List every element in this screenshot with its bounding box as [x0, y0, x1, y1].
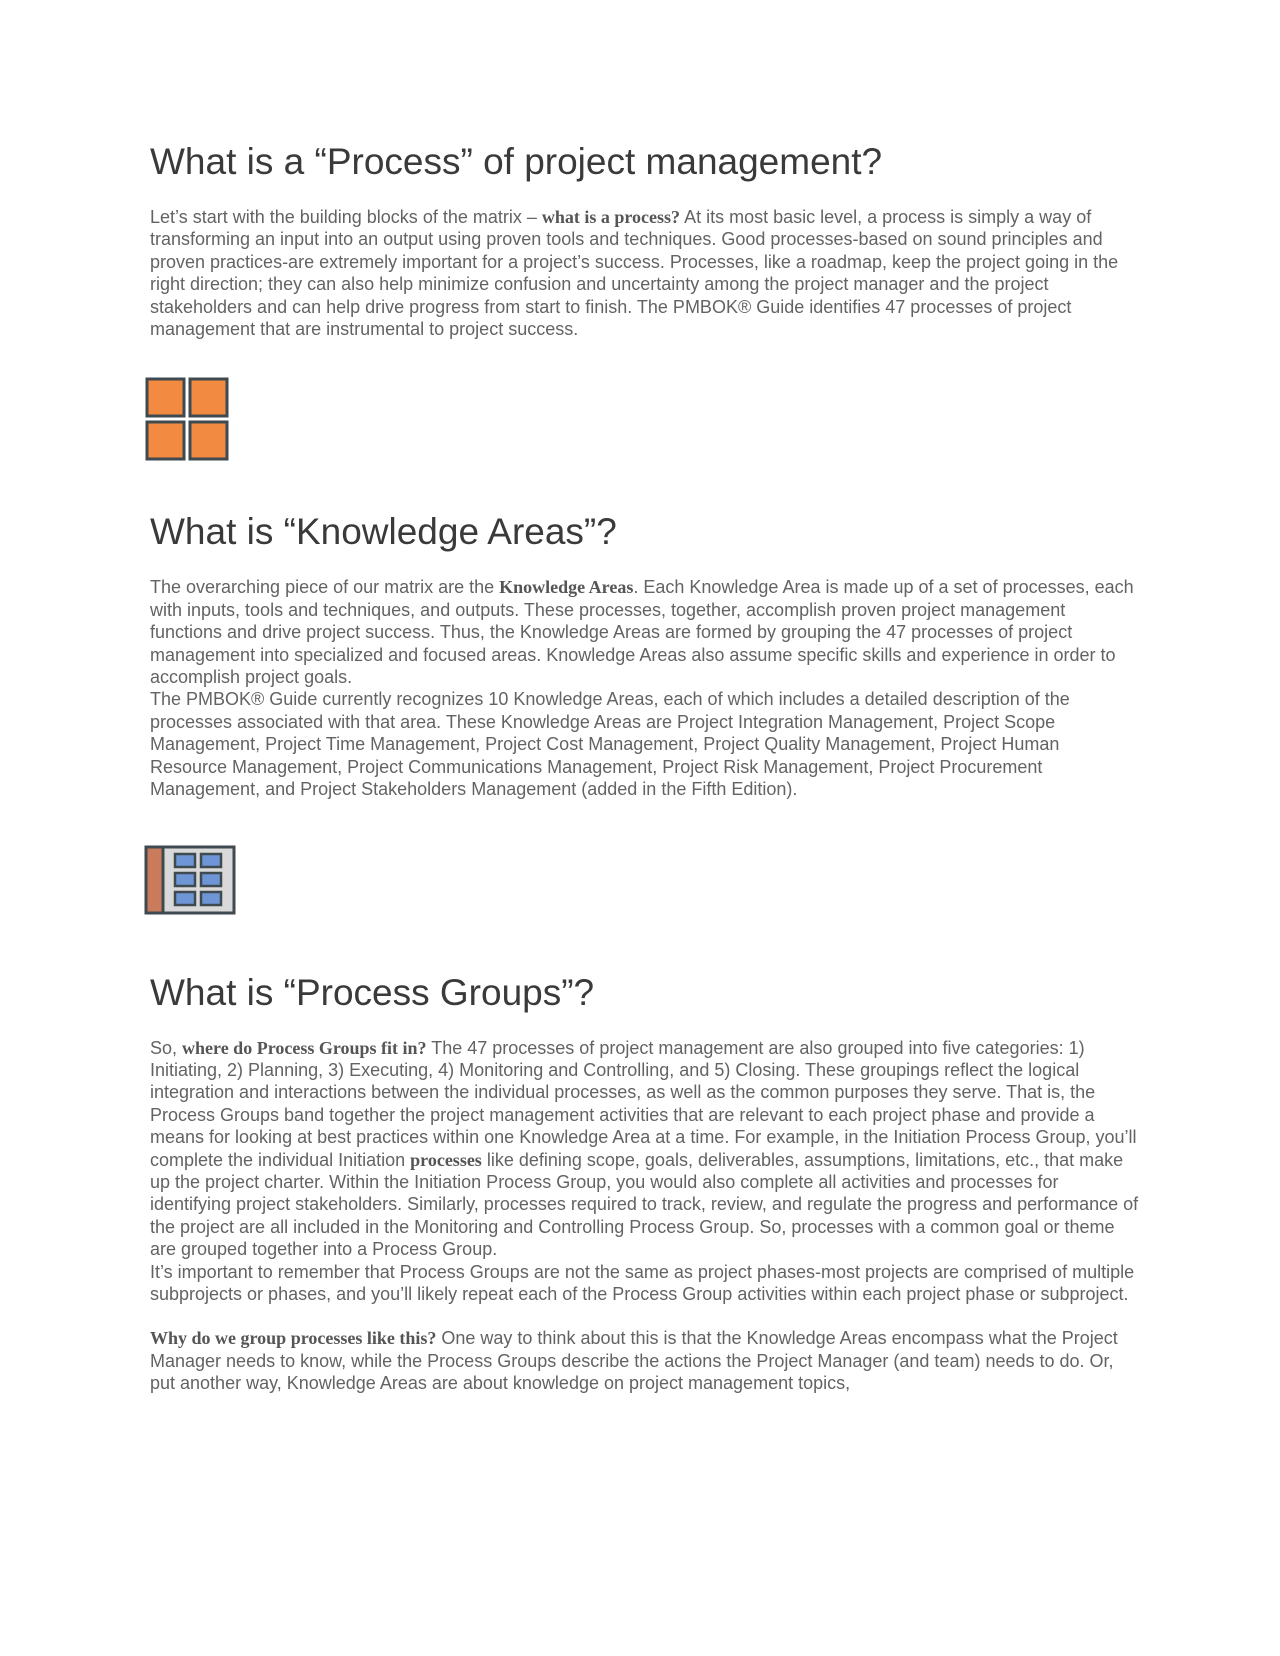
paragraph-spacer [150, 1305, 1140, 1327]
text-run: One way to think about this is that the Knowledge Areas encompass what the Project Manager needs to know, while the Process Groups describe the actions the Project Manager (and team) needs to do. Or, put another way, Knowledge Areas are about knowledge on project management topics, [150, 1328, 1118, 1394]
paragraph-process-groups-3 [150, 1327, 1140, 1394]
paragraph-knowledge-areas-1 [150, 576, 1140, 688]
heading-knowledge-areas: What is “Knowledge Areas”? [150, 511, 617, 553]
heading-process: What is a “Process” of project management? [150, 141, 883, 182]
text-run: The 47 processes of project management are also grouped into five categories: 1) Initiating, 2) Planning, 3) Executing, 4) Monitoring and Controlling, and 5) Closing. These groupings reflect the logical integration and interactions between the individual processes, as well as the common purposes they serve. That is, the Process Groups band together the project management activities that are relevant to each project phase and provide a means for looking at best practices within one Knowledge Area at a time. For example, in the Initiation Process Group, you’ll complete the individual Initiation [150, 1037, 1137, 1170]
text-run: So, [150, 1037, 183, 1058]
paragraph-knowledge-areas-2: The PMBOK® Guide currently recognizes 10 Knowledge Areas, each of which includes a detailed description of the processes associated with that area. These Knowledge Areas are Project Integration Management, Project Scope Management, Project Time Management, Project Cost Management, Project Quality Management, Project Human Resource Management, Project Communications Management, Project Risk Management, Project Procurement Management, and Project Stakeholders Management (added in the Fifth Edition). [150, 689, 1070, 800]
text-run: At its most basic level, a process is simply a way of transforming an input into an output using proven tools and techniques. Good processes-based on sound principles and proven practices-are extremely important for a project’s success. Processes, like a roadmap, keep the project going in the right direction; they can also help minimize confusion and uncertainty among the project manager and the project stakeholders and can help drive progress from start to finish. The PMBOK® Guide identifies 47 processes of project management that are instrumental to project success. [150, 207, 1119, 340]
text-run: like defining scope, goals, deliverables, assumptions, limitations, etc., that make up the project charter. Within the Initiation Process Group, you would also complete all activities and processes for identifying project stakeholders. Similarly, processes required to track, review, and regulate the progress and performance of the project are all included in the Monitoring and Controlling Process Group. So, processes with a common goal or theme are grouped together into a Process Group. [150, 1149, 1139, 1260]
paragraph-process [150, 206, 1140, 340]
bold-run: Knowledge Areas [499, 577, 634, 598]
paragraph-process-groups-1 [150, 1037, 1140, 1261]
bold-run: processes [410, 1149, 482, 1170]
bold-run: Why do we group processes like this? [150, 1328, 437, 1349]
text-run: . Each Knowledge Area is made up of a set of processes, each with inputs, tools and techniques, and outputs. These processes, together, accomplish proven project management functions and drive project success. Thus, the Knowledge Areas are formed by grouping the 47 processes of project management into specialized and focused areas. Knowledge Areas also assume specific skills and experience in order to accomplish project goals. [150, 577, 1134, 688]
text-run: Let’s start with the building blocks of the matrix – [150, 207, 542, 227]
heading-process-groups: What is “Process Groups”? [150, 971, 595, 1013]
paragraph-process-groups-2: It’s important to remember that Process Groups are not the same as project phases-most projects are comprised of multiple subprojects or phases, and you’ll likely repeat each of the Process Group activities within each project phase or subproject. [150, 1261, 1135, 1304]
bold-run: what is a process? [541, 207, 681, 227]
text-run: The overarching piece of our matrix are the [150, 577, 500, 598]
matrix-table-icon [144, 845, 236, 915]
bold-run: where do Process Groups fit in? [182, 1037, 427, 1058]
four-squares-grid-icon [144, 376, 230, 462]
document-page [150, 140, 1140, 1395]
